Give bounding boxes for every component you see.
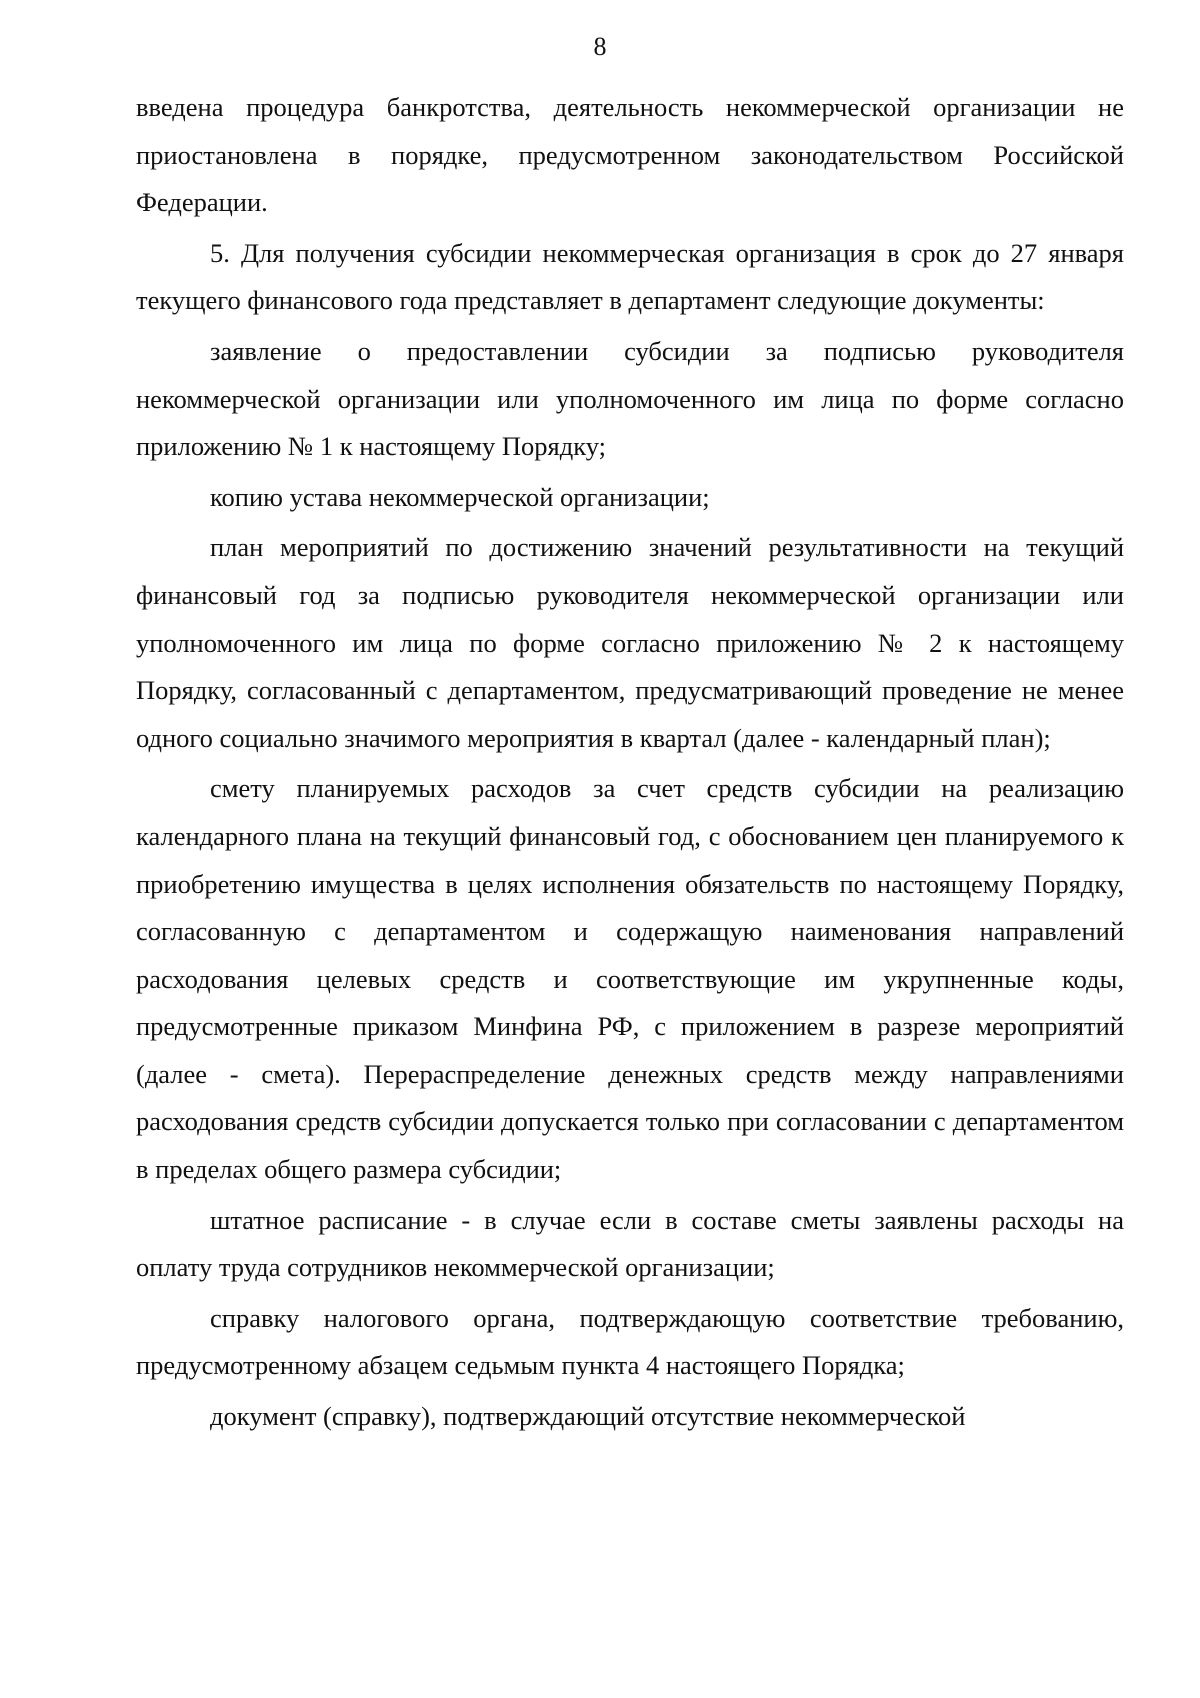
paragraph-bankruptcy-continuation: введена процедура банкротства, деятельность некоммерческой организации не приостановлена в порядке, предусмотренном законодательством Российской Федерации. bbox=[136, 92, 1124, 218]
paragraph-tax-certificate: справку налогового органа, подтверждающую соответствие требованию, предусмотренному абзацем седьмым пункта 4 настоящего Порядка; bbox=[136, 1302, 1124, 1381]
paragraph-event-plan: план мероприятий по достижению значений результативности на текущий финансовый год за подписью руководителя некоммерческой организации или уполномоченного им лица по форме согласно приложению № 2 к настоящему Порядку, согласованный с департаментом, предусматривающий проведение не менее одного социально значимого мероприятия в квартал (далее - календарный план); bbox=[136, 532, 1124, 753]
paragraph-staff-schedule: штатное расписание - в случае если в составе сметы заявлены расходы на оплату труда сотрудников некоммерческой организации; bbox=[136, 1204, 1124, 1283]
paragraph-charter-copy: копию устава некоммерческой организации; bbox=[210, 481, 710, 512]
paragraph-document-certificate: документ (справку), подтверждающий отсутствие некоммерческой bbox=[210, 1401, 966, 1432]
paragraph-cost-estimate: смету планируемых расходов за счет средств субсидии на реализацию календарного плана на текущий финансовый год, с обоснованием цен планируемого к приобретению имущества в целях исполнения обязательств по настоящему Порядку, согласованную с департаментом и содержащую наименования направлений расходования целевых средств и соответствующие им укрупненные коды, предусмотренные приказом Минфина РФ, с приложением в разрезе мероприятий (далее - смета). Перераспределение денежных средств между направлениями расходования средств субсидии допускается только при согласовании с департаментом в пределах общего размера субсидии; bbox=[136, 773, 1124, 1185]
page-number: 8 bbox=[593, 32, 607, 61]
paragraph-item-5: 5. Для получения субсидии некоммерческая организация в срок до 27 января текущего финансового года представляет в департамент следующие документы: bbox=[136, 237, 1124, 316]
paragraph-application: заявление о предоставлении субсидии за подписью руководителя некоммерческой организации или уполномоченного им лица по форме согласно приложению № 1 к настоящему Порядку; bbox=[136, 335, 1124, 462]
document-body bbox=[136, 84, 1124, 1441]
